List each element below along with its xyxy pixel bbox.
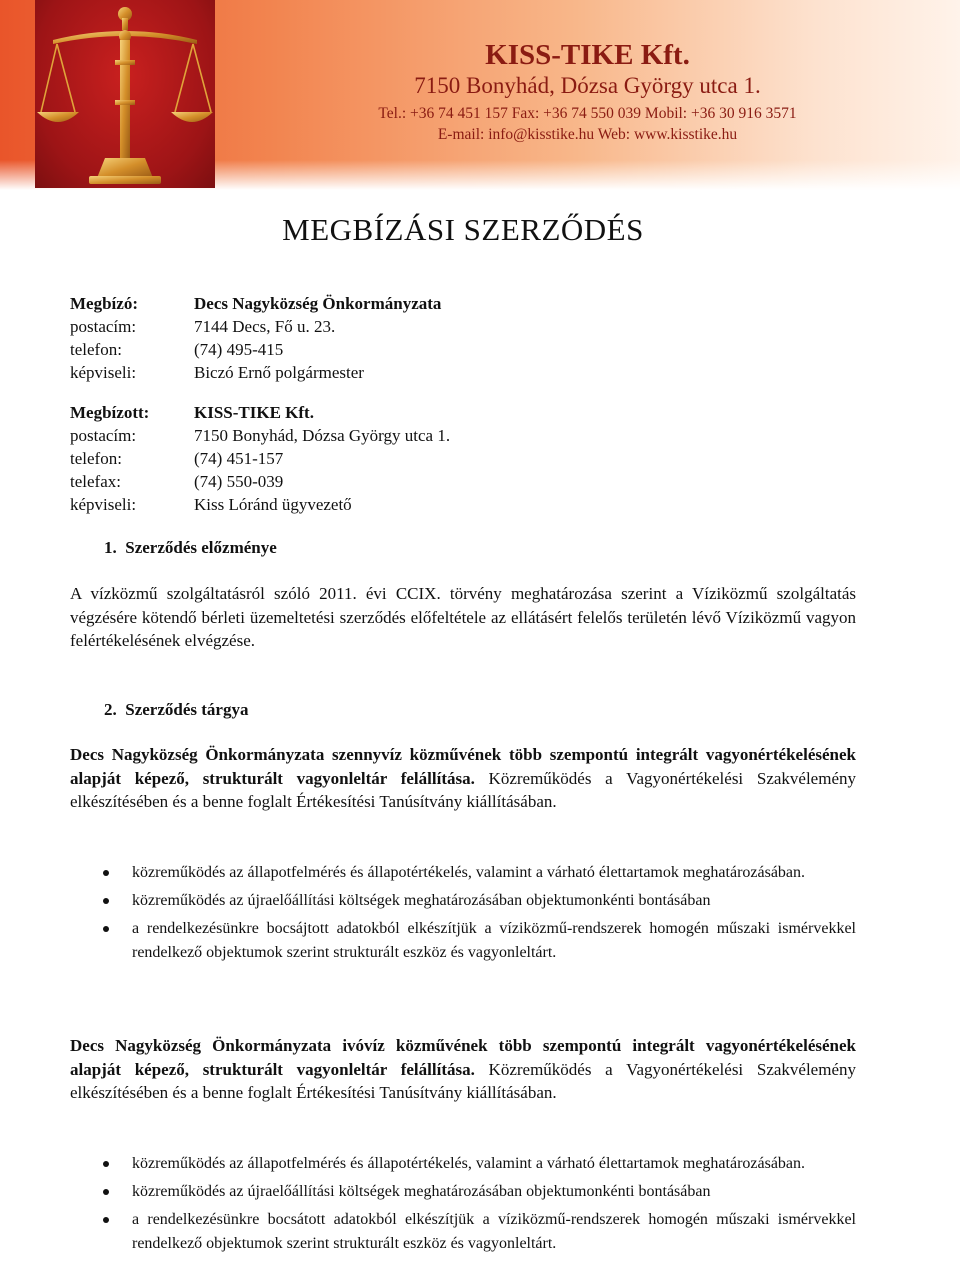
megbizo-postal-label: postacím: (70, 317, 137, 336)
megbizo-block (70, 292, 870, 384)
megbizott-row (70, 447, 870, 470)
list-item (70, 1152, 856, 1176)
section-2-block-1 (70, 743, 856, 814)
list-item (70, 1208, 856, 1256)
list-item (70, 917, 856, 965)
megbizo-phone-value: (74) 495-415 (194, 340, 284, 359)
megbizott-postal-value: 7150 Bonyhád, Dózsa György utca 1. (194, 426, 451, 445)
megbizo-label: Megbízó: (70, 294, 138, 313)
megbizott-rep-label: képviseli: (70, 495, 137, 514)
megbizott-row (70, 470, 870, 493)
megbizott-postal-label: postacím: (70, 426, 137, 445)
section-1-text: A vízközmű szolgáltatásról szóló 2011. évi CCIX. törvény meghatározása szerint a Víziközmű szolgáltatás végzésére kötendő bérleti üzemeltetési szerződés előfeltétele az ellátásért felelős területén lévő Víziközmű vagyon felértékelésének elvégzése. (70, 584, 856, 650)
block-1-bullet-list (70, 861, 856, 969)
bullet-icon (103, 1161, 109, 1167)
megbizo-name: Decs Nagyközség Önkormányzata (194, 294, 442, 313)
logo (35, 0, 215, 188)
megbizo-row (70, 292, 870, 315)
megbizott-phone-value: (74) 451-157 (194, 449, 284, 468)
block-1-bold-text: Decs Nagyközség Önkormányzata szennyvíz közművének több szempontú integrált vagyonértékelésének alapját képező, strukturált vagyonleltár felállítása. (70, 745, 856, 788)
megbizott-name: KISS-TIKE Kft. (194, 403, 314, 422)
block-2-bullet-list (70, 1152, 856, 1260)
section-1-heading: 1. Szerződés előzménye (104, 538, 277, 557)
megbizo-row (70, 361, 870, 384)
list-item (70, 861, 856, 885)
list-item (70, 1180, 856, 1204)
section-2-heading: 2. Szerződés tárgya (104, 700, 249, 719)
megbizo-phone-label: telefon: (70, 340, 122, 359)
bullet-icon (103, 1217, 109, 1223)
section-2-block-2 (70, 1034, 856, 1105)
company-contact-line: Tel.: +36 74 451 157 Fax: +36 74 550 039 Mobil: +36 30 916 3571 (378, 105, 797, 122)
list-item-text: közreműködés az állapotfelmérés és állapotértékelés, valamint a várható élettartamok meghatározásában. (132, 1155, 806, 1172)
megbizo-row (70, 315, 870, 338)
megbizott-fax-value: (74) 550-039 (194, 472, 284, 491)
list-item-text: a rendelkezésünkre bocsátott adatokból elkészítjük a víziközmű-rendszerek homogén műszaki ismérvekkel rendelkező objektumok szerint strukturált eszköz és vagyonleltárt. (132, 1211, 856, 1252)
bullet-icon (103, 926, 109, 932)
megbizo-row (70, 338, 870, 361)
company-block (215, 38, 960, 145)
list-item-text: közreműködés az állapotfelmérés és állapotértékelés, valamint a várható élettartamok meghatározásában. (132, 864, 806, 881)
company-name: KISS-TIKE Kft. (485, 39, 690, 71)
megbizott-label: Megbízott: (70, 403, 150, 422)
bullet-icon (103, 898, 109, 904)
scales-of-justice-icon (35, 0, 215, 188)
list-item-text: közreműködés az újraelőállítási költségek meghatározásában objektumonkénti bontásában (132, 892, 711, 909)
megbizott-row (70, 493, 870, 516)
company-address: 7150 Bonyhád, Dózsa György utca 1. (414, 73, 761, 98)
megbizott-fax-label: telefax: (70, 472, 121, 491)
list-item-text: a rendelkezésünkre bocsájtott adatokból elkészítjük a víziközmű-rendszerek homogén műszaki ismérvekkel rendelkező objektumok szerint strukturált eszköz és vagyonleltárt. (132, 920, 856, 961)
megbizott-row (70, 401, 870, 424)
megbizo-postal-value: 7144 Decs, Fő u. 23. (194, 317, 336, 336)
company-web-line: E-mail: info@kisstike.hu Web: www.kisstike.hu (437, 126, 738, 143)
block-1-normal-text: Közreműködés a Vagyonértékelési Szakvélemény elkészítésében és a benne foglalt Értékesítési Tanúsítvány kiállításában. (70, 768, 856, 811)
list-item-text: közreműködés az újraelőállítási költségek meghatározásában objektumonkénti bontásában (132, 1183, 711, 1200)
megbizott-block (70, 401, 870, 516)
megbizo-rep-value: Biczó Ernő polgármester (194, 363, 364, 382)
megbizott-phone-label: telefon: (70, 449, 122, 468)
megbizott-rep-value: Kiss Lóránd ügyvezető (194, 495, 352, 514)
document-title: MEGBÍZÁSI SZERZŐDÉS (282, 212, 644, 247)
bullet-icon (103, 1189, 109, 1195)
megbizott-row (70, 424, 870, 447)
block-2-bold-text: Decs Nagyközség Önkormányzata ivóvíz közművének több szempontú integrált vagyonértékelésének alapját képező, strukturált vagyonleltár felállítása. (70, 1036, 856, 1079)
list-item (70, 889, 856, 913)
bullet-icon (103, 870, 109, 876)
block-2-normal-text: Közreműködés a Vagyonértékelési Szakvélemény elkészítésében és a benne foglalt Értékesítési Tanúsítvány kiállításában. (70, 1059, 856, 1102)
megbizo-rep-label: képviseli: (70, 363, 137, 382)
